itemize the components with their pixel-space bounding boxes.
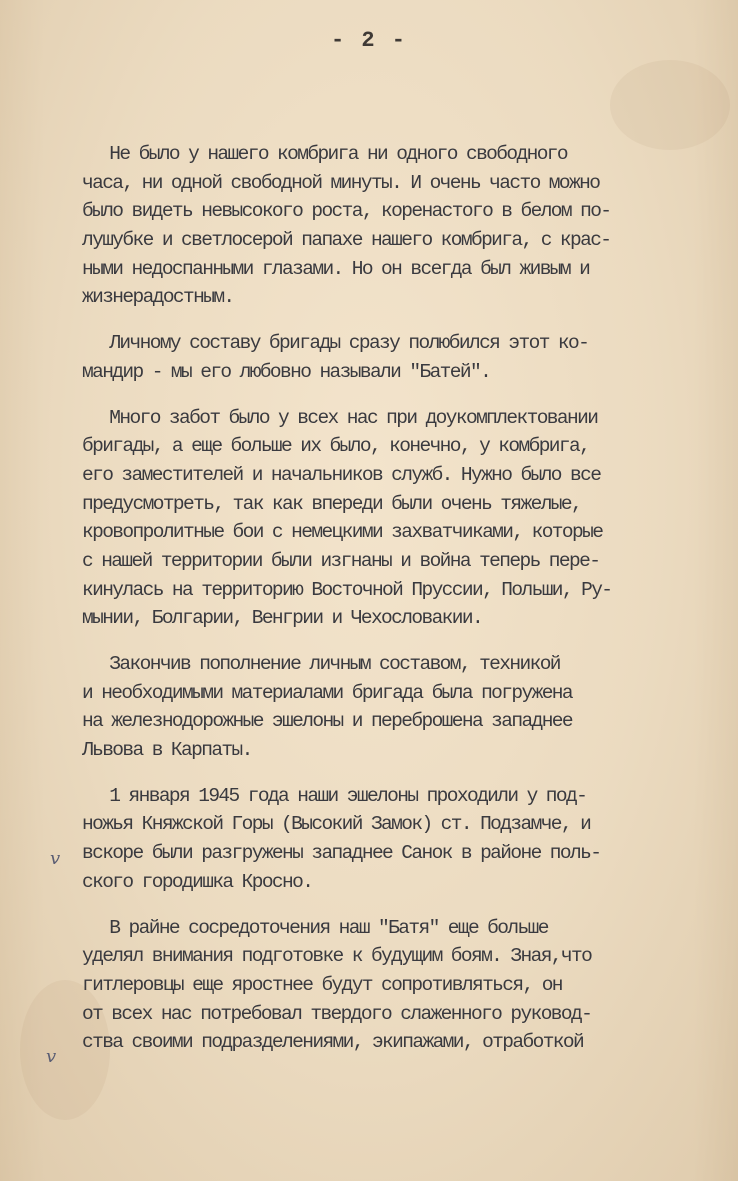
text-line: 1 января 1945 года наши эшелоны проходили у под-	[82, 784, 587, 807]
text-line: уделял внимания подготовке к будущим боям. Зная,что	[82, 945, 592, 968]
text-line: Личному составу бригады сразу полюбился этот ко-	[82, 332, 589, 355]
margin-checkmark: v	[50, 848, 61, 869]
text-line: часа, ни одной свободной минуты. И очень часто можно	[82, 171, 600, 194]
document-body	[82, 140, 712, 1057]
text-line: на железнодорожные эшелоны и переброшена западнее	[82, 710, 572, 733]
text-line: кровопролитные бои с немецкими захватчиками, которые	[82, 521, 603, 544]
text-line: мандир - мы его любовно называли "Батей".	[82, 360, 491, 383]
paragraph	[82, 782, 712, 897]
text-line: жизнерадостным.	[82, 286, 234, 309]
paper-stain	[610, 60, 730, 150]
text-line: ского городишка Кросно.	[82, 870, 313, 893]
text-line: Львова в Карпаты.	[82, 739, 252, 762]
paragraph-gap	[82, 387, 712, 404]
paragraph-gap	[82, 897, 712, 914]
text-line: было видеть невысокого роста, коренастого в белом по-	[82, 200, 611, 223]
text-line: ножья Княжской Горы (Высокий Замок) ст. Подзамче, и	[82, 813, 591, 836]
text-line: вскоре были разгружены западнее Санок в районе поль-	[82, 842, 601, 865]
text-line: мынии, Болгарии, Венгрии и Чехословакии.	[82, 607, 483, 630]
text-line: кинулась на территорию Восточной Пруссии, Польши, Ру-	[82, 578, 612, 601]
paragraph	[82, 329, 712, 386]
text-line: от всех нас потребовал твердого слаженного руковод-	[82, 1002, 592, 1025]
paragraph-gap	[82, 312, 712, 329]
text-line: ства своими подразделениями, экипажами, отработкой	[82, 1031, 584, 1054]
paragraph	[82, 650, 712, 765]
text-line: ными недоспанными глазами. Но он всегда был живым и	[82, 257, 590, 280]
margin-checkmark: v	[46, 1046, 57, 1067]
text-line: Не было у нашего комбрига ни одного свободного	[82, 143, 567, 165]
paragraph	[82, 404, 712, 634]
text-line: Закончив пополнение личным составом, техникой	[82, 653, 560, 675]
page-number: - 2 -	[330, 28, 407, 53]
paragraph-gap	[82, 765, 712, 782]
text-line: предусмотреть, так как впереди были очень тяжелые,	[82, 492, 582, 515]
paragraph	[82, 914, 712, 1057]
text-line: и необходимыми материалами бригада была погружена	[82, 681, 572, 704]
paragraph	[82, 140, 712, 312]
text-line: В райне сосредоточения наш "Батя" еще больше	[82, 916, 548, 939]
paragraph-gap	[82, 633, 712, 650]
text-line: с нашей территории были изгнаны и война теперь пере-	[82, 549, 600, 572]
text-line: бригады, а еще больше их было, конечно, у комбрига,	[82, 435, 590, 458]
text-line: лушубке и светлосерой папахе нашего комбрига, с крас-	[82, 229, 611, 252]
text-line: гитлеровцы еще яростнее будут сопротивляться, он	[82, 973, 562, 996]
text-line: Много забот было у всех нас при доукомплектовании	[82, 406, 598, 429]
text-line: его заместителей и начальников служб. Нужно было все	[82, 463, 601, 486]
